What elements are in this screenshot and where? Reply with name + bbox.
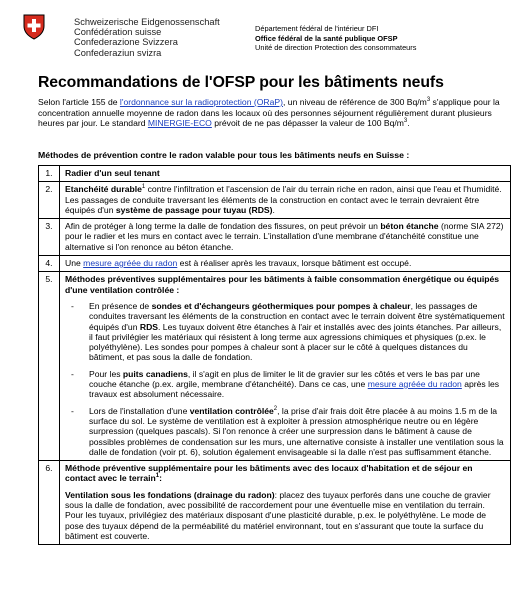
footnote-ref: 1 <box>155 473 160 480</box>
intro-text: . <box>407 118 410 128</box>
heading-text: Méthode préventive supplémentaire pour les bâtiments avec des locaux d'habitation et de séjour en contact avec le terrain <box>65 463 473 484</box>
row-text <box>60 182 511 219</box>
confederation-names <box>74 17 220 58</box>
text: . <box>272 204 275 215</box>
confederation-line-rm: Confederaziun svizra <box>74 47 162 58</box>
row-heading: Méthodes préventives supplémentaires pour les bâtiments à faible consommation énergétique ou équipés d'une ventilation contrôlée : <box>65 274 500 295</box>
table-row <box>39 256 511 272</box>
list-item <box>65 369 505 400</box>
text: (norme SIA 272) pour le radier et les murs en contact avec le terrain. L'installation d'une membrane d'étanchéité constitue une alternative si l'on renonce au béton étanche. <box>65 221 504 252</box>
intro-text: , un niveau de référence de 300 Bq/m <box>283 97 427 107</box>
row-number: 4. <box>39 256 60 272</box>
bold-term: puits canadiens <box>122 368 188 379</box>
intro-text: s'applique pour la concentration annuelle moyenne de radon dans les locaux où des personnes séjournent régulièrement durant plusieurs heures par jour. Le standard <box>38 97 500 128</box>
bold-term: RDS <box>139 321 159 332</box>
footnote-ref: 1 <box>141 184 146 191</box>
minergie-eco-link[interactable]: MINERGIE-ECO <box>147 118 212 128</box>
page-title: Recommandations de l'OFSP pour les bâtiments neufs <box>38 74 444 91</box>
list-item <box>65 406 505 457</box>
row-text <box>60 272 511 461</box>
confederation-line-de: Schweizerische Eidgenossenschaft <box>74 17 220 27</box>
office-name: Office fédéral de la santé publique OFSP <box>255 33 398 43</box>
footnote-ref: 2 <box>273 405 278 412</box>
department-name: Département fédéral de l'intérieur DFI <box>255 24 379 33</box>
text: , la prise d'air frais doit être placée à au moins 1.5 m de la surface du sol. Le système de ventilation est à exploiter à pression atmosphérique neutre ou en légère surpression (quelques pascals). Si l'on renonce à créer une surpression dans le bâtiment à cause de possibles problèmes de condensation sur les murs, une alternative consiste à installer une ventilation sous la dalle de fondation (voir pt. 6), solution également envisageable si la dalle n'est pas suffisamment étanche. <box>89 405 504 457</box>
dash-bullet: - <box>71 405 74 416</box>
text: Afin de protéger à long terme la dalle de fondation des fissures, on peut prévoir un <box>65 221 381 232</box>
row-text: Radier d'un seul tenant <box>60 166 511 182</box>
table-row <box>39 166 511 182</box>
heading-text: : <box>159 473 162 484</box>
paragraph <box>65 490 505 541</box>
row-number: 6. <box>39 461 60 545</box>
radon-measurement-link[interactable]: mesure agréée du radon <box>367 379 462 390</box>
text: , les passages de conduites traversant les éléments de la construction en contact avec le terrain doivent être systématiquement équipés d'un <box>89 300 505 332</box>
text: après les travaux est absolument nécessaire. <box>89 379 500 400</box>
row-text <box>60 461 511 545</box>
confederation-line-fr: Confédération suisse <box>74 27 162 38</box>
row-number: 1. <box>39 166 60 182</box>
superscript: 3 <box>403 118 408 125</box>
bold-term: système de passage pour tuyau (RDS) <box>115 204 273 215</box>
orap-link[interactable]: l'ordonnance sur la radioprotection (ORaP) <box>119 97 284 107</box>
dash-bullet: - <box>71 300 74 311</box>
table-row <box>39 219 511 256</box>
swiss-crest-icon <box>23 14 45 40</box>
text: Une <box>65 258 84 269</box>
row-heading <box>65 463 505 484</box>
superscript: 3 <box>426 97 431 104</box>
text: Lors de l'installation d'une <box>89 405 190 416</box>
bold-term: béton étanche <box>380 221 439 232</box>
text: En présence de <box>89 300 152 311</box>
row-number: 5. <box>39 272 60 461</box>
text: . Les tuyaux doivent être étanches à l'air et installés avec des joints étanches. Par ailleurs, il faut privilégier les matériaux qui résistent à long terme aux agressions chimiques et physiques (p.ex. le polyéthylène). Les sondes pour pompes à chaleur sont à placer sur le côté à quelques distances du bâtiment, et pas sous la dalle de fondation. <box>89 321 502 363</box>
bold-term: sondes et d'échangeurs géothermiques pour pompes à chaleur <box>151 300 411 311</box>
methods-table <box>38 165 511 545</box>
department-block <box>255 24 416 53</box>
text: , il s'agit en plus de limiter le lit de gravier sur les côtés et vers le bas par une couche étanche (p.ex. argile, membrane d'étanchéité). Dans ce cas, une <box>89 368 480 390</box>
text: : placez des tuyaux perforés dans une couche de gravier sous la dalle de fondation, avec possibilité de raccordement pour une éventuelle mise en ventilation du terrain. Pour les tuyaux, privilégiez des matériaux disposant d'une plasticité durable, p.ex. le polyéthylène. Le mode de pose des tuyaux dépend de la perméabilité du matériel environnant, tout en s'assurant que toute la surface du bâtiment est couverte. <box>65 489 491 541</box>
table-row <box>39 272 511 461</box>
bold-term: ventilation contrôlée <box>189 405 274 416</box>
dash-bullet: - <box>71 368 74 379</box>
list-item <box>65 301 505 363</box>
radon-measurement-link[interactable]: mesure agréée du radon <box>83 258 178 269</box>
text: est à réaliser après les travaux, lorsque bâtiment est occupé. <box>177 258 412 269</box>
table-row <box>39 182 511 219</box>
intro-paragraph <box>38 97 508 129</box>
row-number: 2. <box>39 182 60 219</box>
text: contre l'infiltration et l'ascension de l'air du terrain riche en radon, ainsi que l'eau et l'humidité. Les passages de conduite traversant les éléments de la construction en contact avec le terrain devraient être équipés d'un <box>65 184 502 215</box>
unit-name: Unité de direction Protection des consommateurs <box>255 43 417 53</box>
intro-text: Selon l'article 155 de <box>38 97 120 107</box>
bold-term: Ventilation sous les fondations (drainage du radon) <box>65 489 275 500</box>
row-text <box>60 256 511 272</box>
bold-term: Etanchéité durable <box>65 184 142 195</box>
text: Pour les <box>89 368 123 379</box>
methods-heading: Méthodes de prévention contre le radon valable pour tous les bâtiments neufs en Suisse : <box>38 150 410 160</box>
confederation-line-it: Confederazione Svizzera <box>74 37 178 48</box>
letterhead <box>14 8 514 70</box>
row-number: 3. <box>39 219 60 256</box>
intro-text: prévoit de ne pas dépasser la valeur de 100 Bq/m <box>211 118 404 128</box>
table-row <box>39 461 511 545</box>
row-text <box>60 219 511 256</box>
